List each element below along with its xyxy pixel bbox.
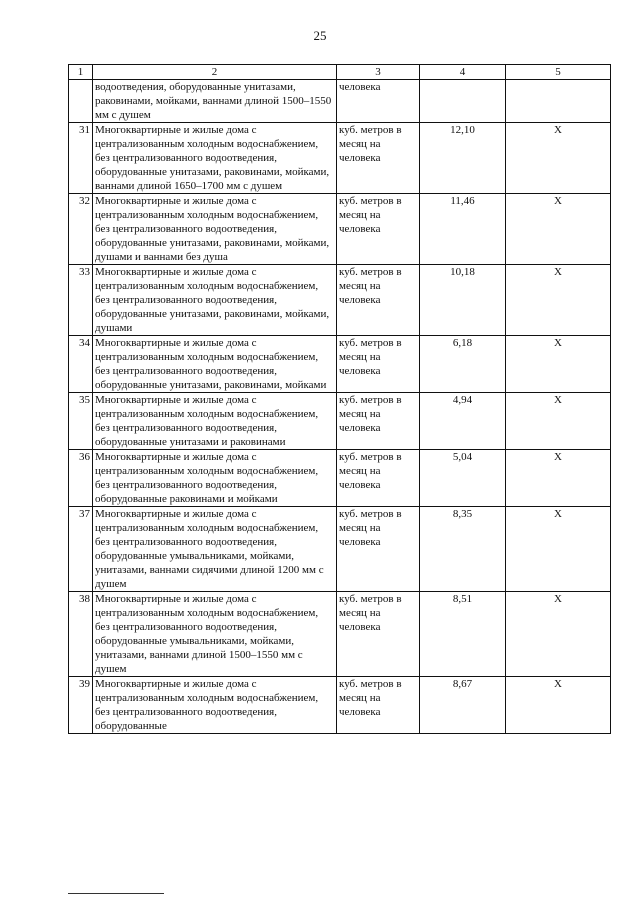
consumption-norms-table (68, 64, 611, 734)
column-5-mark: X (506, 123, 611, 194)
norm-value: 11,46 (420, 194, 506, 265)
table-row (69, 450, 611, 507)
housing-type-description: Многоквартирные и жилые дома с централизованным холодным водоснабжением, без централизованного водоотведения, оборудованные унитазами, раковинами, мойками, душами (93, 265, 337, 336)
table-row (69, 677, 611, 734)
unit-of-measure: куб. метров в месяц на человека (337, 677, 420, 734)
housing-type-description: Многоквартирные и жилые дома с централизованным холодным водоснабжением, без централизованного водоотведения, оборудованные умывальниками, мойками, унитазами, ваннами сидячими длиной 1200 мм с душем (93, 507, 337, 592)
unit-of-measure: человека (337, 80, 420, 123)
column-header-1: 1 (69, 65, 93, 80)
unit-of-measure: куб. метров в месяц на человека (337, 393, 420, 450)
row-number: 34 (69, 336, 93, 393)
unit-of-measure: куб. метров в месяц на человека (337, 336, 420, 393)
column-5-mark: X (506, 507, 611, 592)
norm-value: 5,04 (420, 450, 506, 507)
norm-value: 10,18 (420, 265, 506, 336)
footnote-divider (68, 893, 164, 894)
unit-of-measure: куб. метров в месяц на человека (337, 592, 420, 677)
row-number: 35 (69, 393, 93, 450)
norm-value: 8,51 (420, 592, 506, 677)
row-number: 32 (69, 194, 93, 265)
table-row (69, 194, 611, 265)
row-number: 33 (69, 265, 93, 336)
norm-value: 8,35 (420, 507, 506, 592)
column-5-mark: X (506, 592, 611, 677)
column-5-mark: X (506, 677, 611, 734)
column-header-3: 3 (337, 65, 420, 80)
table-row (69, 393, 611, 450)
row-number: 38 (69, 592, 93, 677)
table-row (69, 592, 611, 677)
housing-type-description: Многоквартирные и жилые дома с централизованным холодным водоснабжением, без централизованного водоотведения, оборудованные раковинами и мойками (93, 450, 337, 507)
table-row (69, 80, 611, 123)
unit-of-measure: куб. метров в месяц на человека (337, 265, 420, 336)
column-5-mark: X (506, 265, 611, 336)
norm-value: 12,10 (420, 123, 506, 194)
column-header-2: 2 (93, 65, 337, 80)
row-number: 36 (69, 450, 93, 507)
unit-of-measure: куб. метров в месяц на человека (337, 507, 420, 592)
housing-type-description: Многоквартирные и жилые дома с централизованным холодным водоснабжением, без централизованного водоотведения, оборудованные унитазами, раковинами, мойками, ваннами длиной 1650–1700 мм с душем (93, 123, 337, 194)
column-5-mark (506, 80, 611, 123)
row-number (69, 80, 93, 123)
unit-of-measure: куб. метров в месяц на человека (337, 450, 420, 507)
row-number: 37 (69, 507, 93, 592)
norm-value: 4,94 (420, 393, 506, 450)
table-row (69, 123, 611, 194)
column-5-mark: X (506, 336, 611, 393)
column-header-5: 5 (506, 65, 611, 80)
unit-of-measure: куб. метров в месяц на человека (337, 123, 420, 194)
table-row (69, 507, 611, 592)
column-5-mark: X (506, 194, 611, 265)
housing-type-description: водоотведения, оборудованные унитазами, раковинами, мойками, ваннами длиной 1500–1550 мм с душем (93, 80, 337, 123)
housing-type-description: Многоквартирные и жилые дома с централизованным холодным водоснабжением, без централизованного водоотведения, оборудованные унитазами, раковинами, мойками (93, 336, 337, 393)
table-row (69, 265, 611, 336)
norm-value: 6,18 (420, 336, 506, 393)
row-number: 31 (69, 123, 93, 194)
page-number: 25 (313, 28, 327, 43)
row-number: 39 (69, 677, 93, 734)
norm-value (420, 80, 506, 123)
norm-value: 8,67 (420, 677, 506, 734)
table-header-row (69, 65, 611, 80)
column-header-4: 4 (420, 65, 506, 80)
table-row (69, 336, 611, 393)
column-5-mark: X (506, 393, 611, 450)
housing-type-description: Многоквартирные и жилые дома с централизованным холодным водоснабжением, без централизованного водоотведения, оборудованные умывальниками, мойками, унитазами, ваннами длиной 1500–1550 мм с душем (93, 592, 337, 677)
housing-type-description: Многоквартирные и жилые дома с централизованным холодным водоснабжением, без централизованного водоотведения, оборудованные унитазами, раковинами, мойками, душами и ваннами без душа (93, 194, 337, 265)
column-5-mark: X (506, 450, 611, 507)
housing-type-description: Многоквартирные и жилые дома с централизованным холодным водоснабжением, без централизованного водоотведения, оборудованные (93, 677, 337, 734)
unit-of-measure: куб. метров в месяц на человека (337, 194, 420, 265)
housing-type-description: Многоквартирные и жилые дома с централизованным холодным водоснабжением, без централизованного водоотведения, оборудованные унитазами и раковинами (93, 393, 337, 450)
